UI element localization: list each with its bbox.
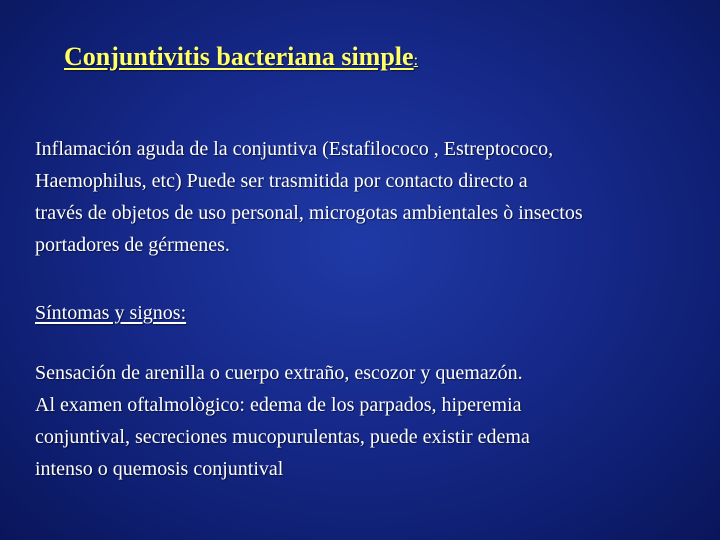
- description-line: través de objetos de uso personal, microgotas ambientales ò insectos: [35, 202, 583, 224]
- description-line: Haemophilus, etc) Puede ser trasmitida por contacto directo a: [35, 170, 528, 192]
- description-line: portadores de gérmenes.: [35, 234, 230, 256]
- symptoms-line: intenso o quemosis conjuntival: [35, 458, 284, 480]
- description-line: Inflamación aguda de la conjuntiva (Estafilococo , Estreptococo,: [35, 138, 554, 160]
- description-paragraph: [35, 133, 705, 261]
- slide-title-colon: :: [413, 52, 419, 69]
- slide-title-text: Conjuntivitis bacteriana simple: [64, 42, 414, 71]
- symptoms-line: Sensación de arenilla o cuerpo extraño, escozor y quemazón.: [35, 362, 523, 384]
- symptoms-line: conjuntival, secreciones mucopurulentas, puede existir edema: [35, 426, 530, 448]
- symptoms-heading: Síntomas y signos:: [35, 302, 187, 324]
- symptoms-paragraph: [35, 357, 705, 485]
- symptoms-line: Al examen oftalmològico: edema de los parpados, hiperemia: [35, 394, 522, 416]
- slide-title: [64, 42, 418, 72]
